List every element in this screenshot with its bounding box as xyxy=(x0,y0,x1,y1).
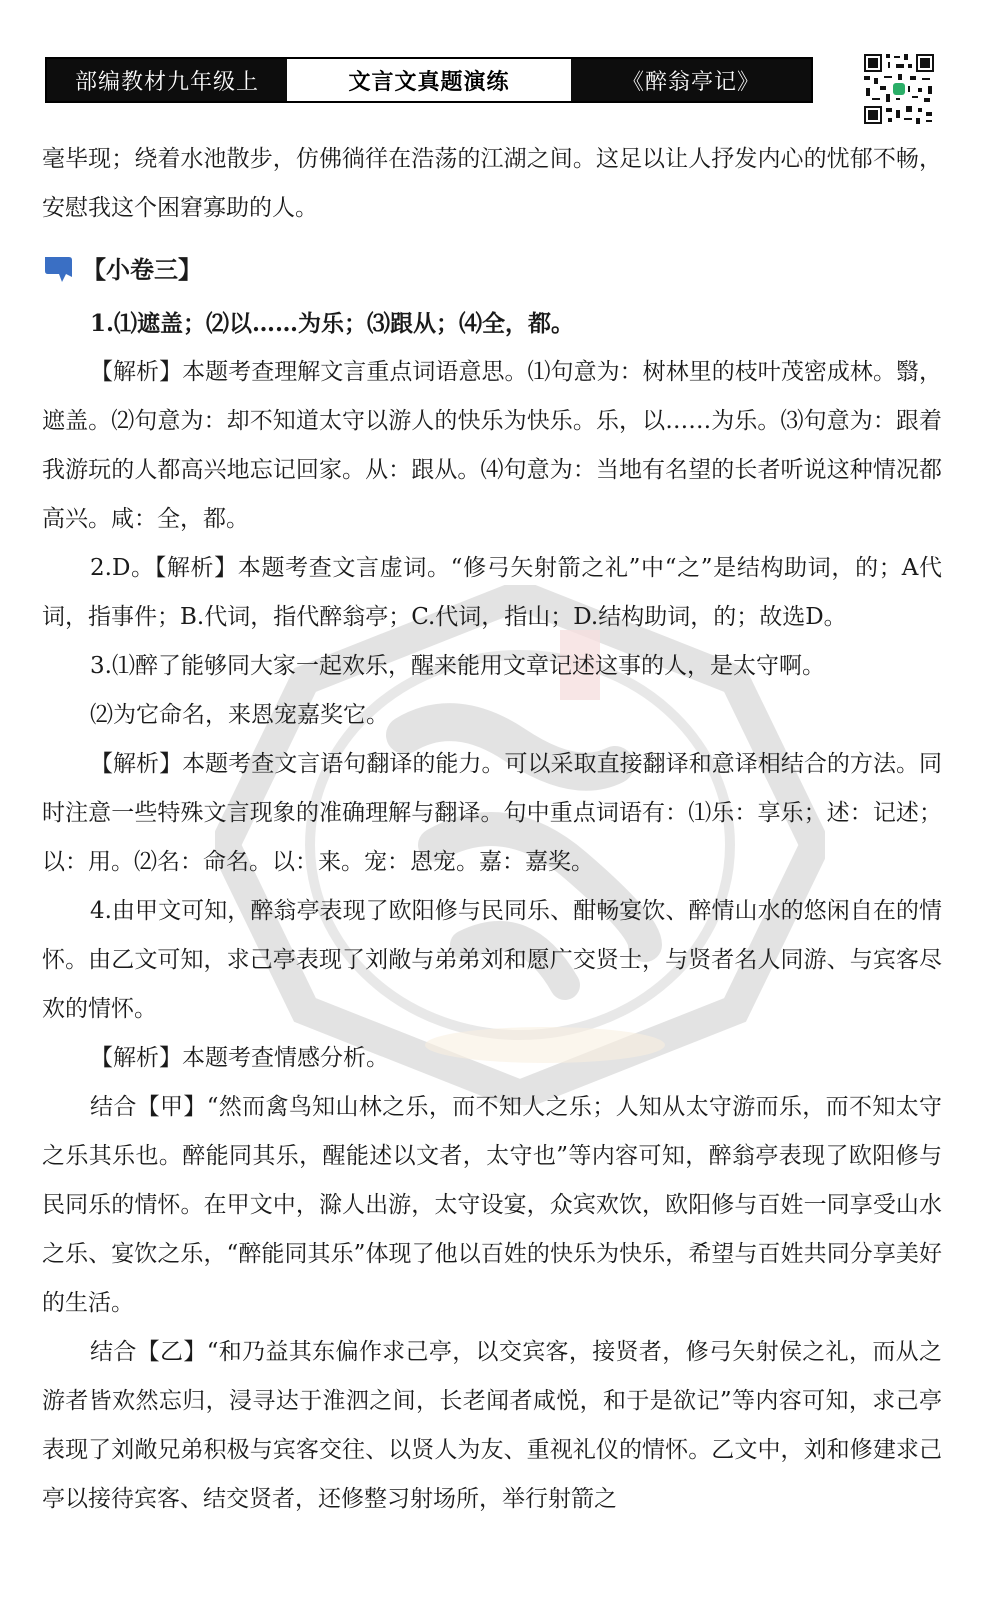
header-title-label: 《醉翁亭记》 xyxy=(571,59,811,101)
intro-paragraph: 毫毕现；绕着水池散步，仿佛徜徉在浩荡的江湖之间。这足以让人抒发内心的忧郁不畅，安慰我这个困窘寡助的人。 xyxy=(42,146,942,221)
answer-4: 4.由甲文可知，醉翁亭表现了欧阳修与民同乐、酣畅宴饮、醉情山水的悠闲自在的情怀。由乙文可知，求己亭表现了刘敞与弟弟刘和愿广交贤士，与贤者名人同游、与宾客尽欢的情怀。 xyxy=(42,898,942,1022)
answer-3-part-2: ⑵为它命名，来恩宠嘉奖它。 xyxy=(90,702,389,728)
section-heading xyxy=(42,245,942,295)
answer-2: 2.D。【解析】本题考查文言虚词。“修弓矢射箭之礼”中“之”是结构助词，的；A代词，指事件；B.代词，指代醉翁亭；C.代词，指山；D.结构助词，的；故选D。 xyxy=(42,555,942,630)
document-body xyxy=(42,135,942,1524)
answer-1-analysis: 【解析】本题考查理解文言重点词语意思。⑴句意为：树林里的枝叶茂密成林。翳，遮盖。⑵句意为：却不知道太守以游人的快乐为快乐。乐，以……为乐。⑶句意为：跟着我游玩的人都高兴地忘记回家。从：跟从。⑷句意为：当地有名望的长者听说这种情况都高兴。咸：全，都。 xyxy=(42,359,942,532)
answer-4-yi: 结合【乙】“和乃益其东偏作求己亭，以交宾客，接贤者，修弓矢射侯之礼，而从之游者皆欢然忘归，浸寻达于淮泗之间，长老闻者咸悦，和于是欲记”等内容可知，求己亭表现了刘敞兄弟积极与宾客交往、以贤人为友、重视礼仪的情怀。乙文中，刘和修建求己亭以接待宾客、结交贤者，还修整习射场所，举行射箭之 xyxy=(42,1339,942,1512)
header-bar xyxy=(45,57,813,103)
answer-4-jia: 结合【甲】“然而禽鸟知山林之乐，而不知人之乐；人知从太守游而乐，而不知太守之乐其乐也。醉能同其乐，醒能述以文者，太守也”等内容可知，醉翁亭表现了欧阳修与民同乐的情怀。在甲文中，滁人出游，太守设宴，众宾欢饮，欧阳修与百姓一同享受山水之乐、宴饮之乐，“醉能同其乐”体现了他以百姓的快乐为快乐，希望与百姓共同分享美好的生活。 xyxy=(42,1094,942,1316)
header-grade-label: 部编教材九年级上 xyxy=(47,59,287,101)
section-title: 【小卷三】 xyxy=(82,255,202,284)
answer-4-analysis: 【解析】本题考查情感分析。 xyxy=(90,1045,389,1071)
answer-1: 1.⑴遮盖；⑵以……为乐；⑶跟从；⑷全，都。 xyxy=(90,310,575,337)
bookmark-icon xyxy=(42,255,76,285)
header-topic-label: 文言文真题演练 xyxy=(287,59,571,101)
qr-code-icon[interactable] xyxy=(862,52,936,126)
answer-3-analysis: 【解析】本题考查文言语句翻译的能力。可以采取直接翻译和意译相结合的方法。同时注意一些特殊文言现象的准确理解与翻译。句中重点词语有：⑴乐：享乐；述：记述；以：用。⑵名：命名。以：来。宠：恩宠。嘉：嘉奖。 xyxy=(42,751,942,875)
answer-3-part-1: 3.⑴醉了能够同大家一起欢乐，醒来能用文章记述这事的人，是太守啊。 xyxy=(90,653,825,679)
